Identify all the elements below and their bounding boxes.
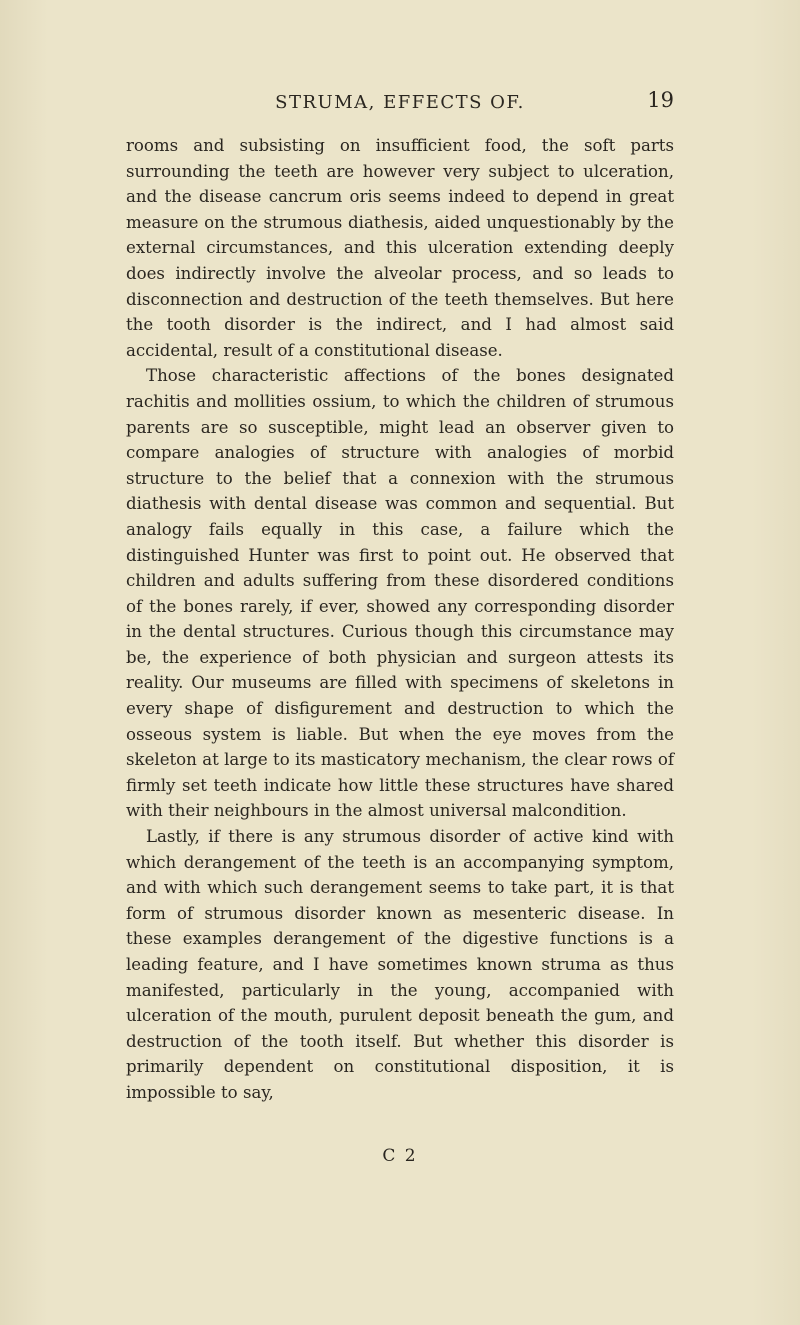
body-text [126,133,674,1106]
signature-mark: C 2 [382,1146,418,1166]
paragraph-rachitis: Those characteristic affections of the bones designated rachitis and mollities ossium, to which the children of strumous parents are so susceptible, might lead an observer given to compare analogies of structure with analogies of morbid structure to the belief that a connexion with the strumous diathesis with dental disease was common and sequential. But analogy fails equally in this case, a failure which the distinguished Hunter was first to point out. He observed that children and adults suffering from these disordered conditions of the bones rarely, if ever, showed any corresponding disorder in the dental structures. Curious though this circumstance may be, the experience of both physician and surgeon attests its reality. Our museums are filled with specimens of skeletons in every shape of disfigurement and destruction to which the osseous system is liable. But when the eye moves from the skeleton at large to its masticatory mechanism, the clear rows of firmly set teeth indicate how little these structures have shared with their neighbours in the almost universal malcondition. [126,366,674,821]
running-title: STRUMA, EFFECTS OF. [275,92,525,113]
paragraph-mesenteric: Lastly, if there is any strumous disorder of active kind with which derangement of the teeth is an accompanying symptom, and with which such derangement seems to take part, it is that form of strumous disorder known as mesenteric disease. In these examples derangement of the digestive functions is a leading feature, and I have sometimes known struma as thus manifested, particularly in the young, accompanied with ulceration of the mouth, purulent deposit beneath the gum, and destruction of the tooth itself. But whether this disorder is primarily dependent on constitutional disposition, it is impossible to say, [126,827,674,1102]
running-head [0,88,800,122]
paragraph-continuation: rooms and subsisting on insufficient food, the soft parts surrounding the teeth are however very subject to ulceration, and the disease cancrum oris seems indeed to depend in great measure on the strumous diathesis, aided unquestionably by the external circumstances, and this ulceration extending deeply does indirectly involve the alveolar process, and so leads to disconnection and destruction of the teeth themselves. But here the tooth disorder is the indirect, and I had almost said accidental, result of a constitutional disease. [126,136,674,360]
page-number: 19 [647,88,674,112]
